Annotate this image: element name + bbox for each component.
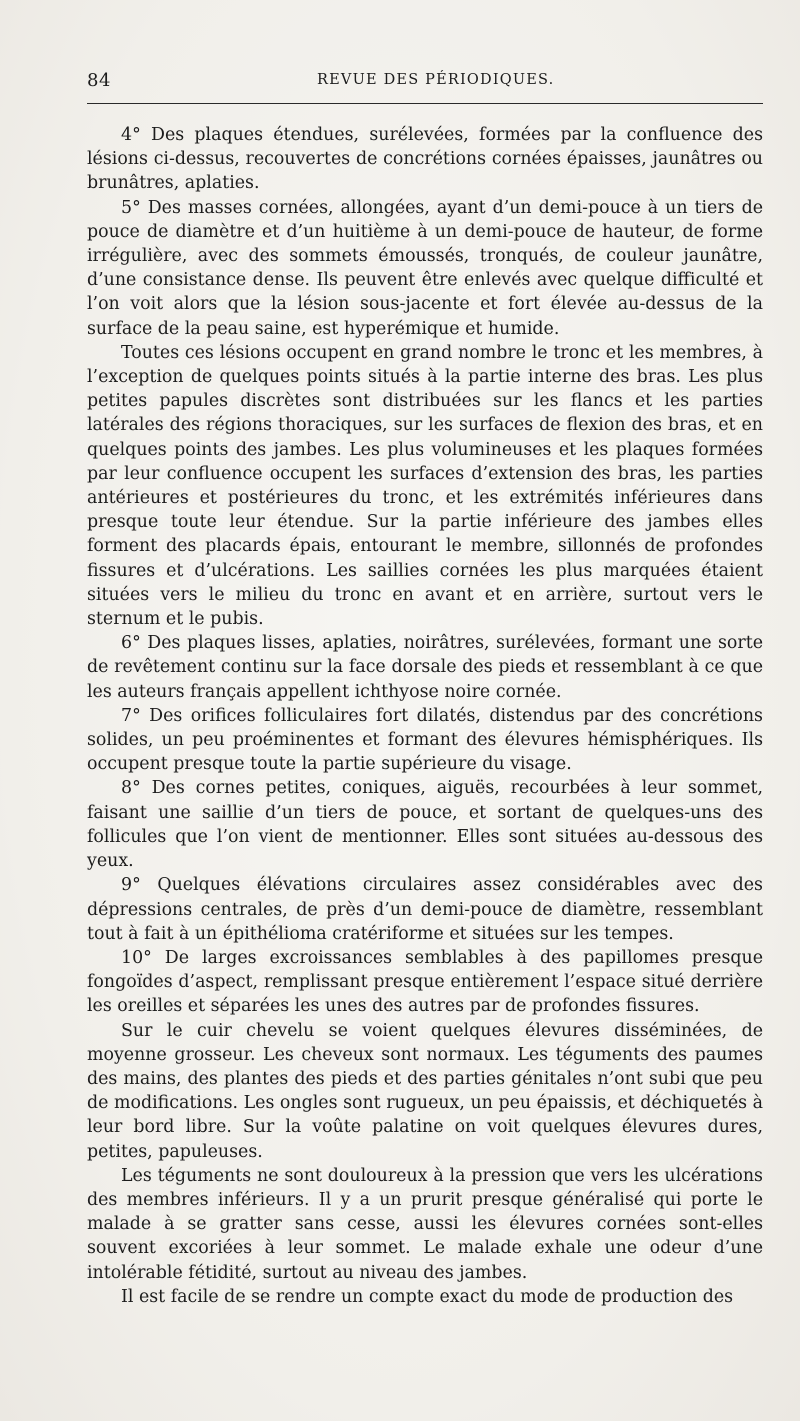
- paragraph-distribution-lesions: Toutes ces lésions occupent en grand nombre le tronc et les membres, à l’exception de quelques points situés à la partie interne des bras. Les plus petites papules discrètes sont distribuées sur les flancs et les parties latérales des régions thoraciques, sur les surfaces de flexion des bras, et en quelques points des jambes. Les plus volumineuses et les plaques formées par leur confluence occupent les surfaces d’extension des bras, les parties antérieures et postérieures du tronc, et les extrémités inférieures dans presque toute leur étendue. Sur la partie inférieure des jambes elles forment des placards épais, entourant le membre, sillonnés de profondes fissures et d’ulcérations. Les saillies cornées les plus marquées étaient situées vers le milieu du tronc en avant et en arrière, surtout vers le sternum et le pubis.: [87, 342, 763, 630]
- paragraph-6-plaques-lisses: 6° Des plaques lisses, aplaties, noirâtres, surélevées, formant une sorte de revêtement continu sur la face dorsale des pieds et ressemblant à ce que les auteurs français appellent ichthyose noire cornée.: [87, 633, 763, 702]
- paragraph-conclusion-start: Il est facile de se rendre un compte exact du mode de production des: [121, 1286, 734, 1307]
- paragraph-4-plaques: 4° Des plaques étendues, surélevées, formées par la confluence des lésions ci-dessus, recouvertes de concrétions cornées épaisses, jaunâtres ou brunâtres, aplaties.: [87, 125, 763, 194]
- page-number: 84: [87, 70, 111, 91]
- header-rule: [87, 103, 763, 104]
- paragraph-5-masses-cornees: 5° Des masses cornées, allongées, ayant d’un demi-pouce à un tiers de pouce de diamètre et d’un huitième à un demi-pouce de hauteur, de forme irrégulière, avec des sommets émoussés, tronqués, de couleur jaunâtre, d’une consistance dense. Ils peuvent être enlevés avec quelque difficulté et l’on voit alors que la lésion sous-jacente et fort élevée au-dessus de la surface de la peau saine, est hyperémique et humide.: [87, 197, 763, 339]
- paragraph-7-orifices: 7° Des orifices folliculaires fort dilatés, distendus par des concrétions solides, un peu proéminentes et formant des élevures hémisphériques. Ils occupent presque toute la partie supérieure du visage.: [87, 705, 763, 775]
- paragraph-teguments: Les téguments ne sont douloureux à la pression que vers les ulcérations des membres inférieurs. Il y a un prurit presque généralisé qui porte le malade à se gratter sans cesse, aussi les élevures cornées sont-elles souvent excoriées à leur sommet. Le malade exhale une odeur d’une intolérable fétidité, surtout au niveau des jambes.: [87, 1165, 763, 1283]
- paragraph-8-cornes: 8° Des cornes petites, coniques, aiguës, recourbées à leur sommet, faisant une saillie d’un tiers de pouce, et sortant de quelques-uns des follicules que l’on vient de mentionner. Elles sont situées au-dessous des yeux.: [87, 778, 763, 872]
- body-text: [87, 123, 763, 1309]
- paragraph-9-elevations: 9° Quelques élévations circulaires assez considérables avec des dépressions centrales, de près d’un demi-pouce de diamètre, ressemblant tout à fait à un épithélioma cratériforme et situées sur les tempes.: [87, 875, 763, 944]
- paragraph-10-excroissances: 10° De larges excroissances semblables à des papillomes presque fongoïdes d’aspect, remplissant presque entièrement l’espace situé derrière les oreilles et séparées les unes des autres par de profondes fissures.: [87, 947, 763, 1017]
- page-header: [87, 70, 763, 98]
- paragraph-cuir-chevelu: Sur le cuir chevelu se voient quelques élevures disséminées, de moyenne grosseur. Les cheveux sont normaux. Les téguments des paumes des mains, des plantes des pieds et des parties génitales n’ont subi que peu de modifications. Les ongles sont rugueux, un peu épaissis, et déchiquetés à leur bord libre. Sur la voûte palatine on voit quelques élevures dures, petites, papuleuses.: [87, 1020, 763, 1162]
- running-title: REVUE DES PÉRIODIQUES.: [317, 72, 555, 88]
